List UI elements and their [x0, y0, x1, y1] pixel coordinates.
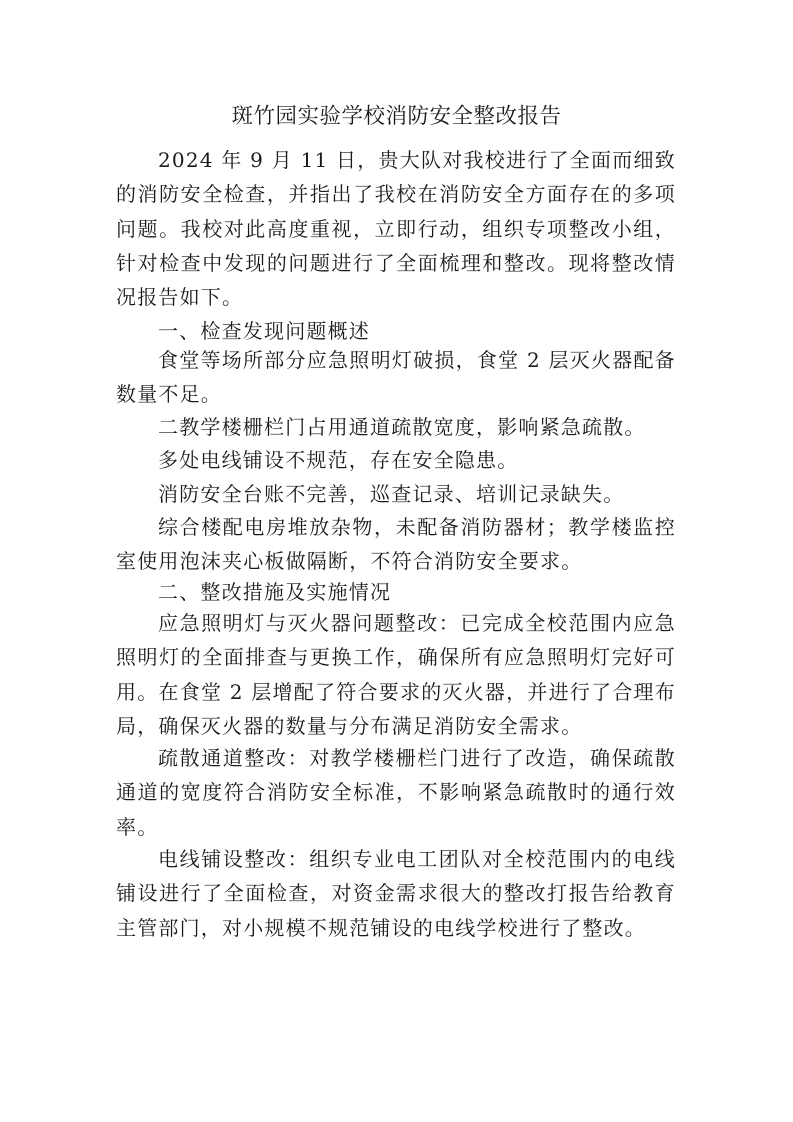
- section1-item: 食堂等场所部分应急照明灯破损，食堂 2 层灭火器配备数量不足。: [116, 348, 676, 407]
- document-title: 斑竹园实验学校消防安全整改报告: [231, 104, 562, 129]
- intro-paragraph: 2024 年 9 月 11 日，贵大队对我校进行了全面而细致的消防安全检查，并指出了我校在消防安全方面存在的多项问题。我校对此高度重视，立即行动，组织专项整改小组，针对检查中发现的问题进行了全面梳理和整改。现将整改情况报告如下。: [116, 148, 676, 310]
- section1-item: 二教学楼栅栏门占用通道疏散宽度，影响紧急疏散。: [158, 415, 646, 439]
- section1-item: 多处电线铺设不规范，存在安全隐患。: [158, 448, 519, 472]
- section1-heading: 一、检查发现问题概述: [158, 319, 370, 343]
- section2-item: 疏散通道整改：对教学楼栅栏门进行了改造，确保疏散通道的宽度符合消防安全标准，不影响紧急疏散时的通行效率。: [116, 746, 676, 839]
- section2-item: 电线铺设整改：组织专业电工团队对全校范围内的电线铺设进行了全面检查，对资金需求很大的整改打报告给教育主管部门，对小规模不规范铺设的电线学校进行了整改。: [116, 847, 676, 940]
- section1-item: 消防安全台账不完善，巡查记录、培训记录缺失。: [158, 482, 625, 506]
- section2-heading: 二、整改措施及实施情况: [158, 580, 392, 604]
- section2-item: 应急照明灯与灭火器问题整改：已完成全校范围内应急照明灯的全面排查与更换工作，确保所有应急照明灯完好可用。在食堂 2 层增配了符合要求的灭火器，并进行了合理布局，确保灭火器的数量与分布满足消防安全需求。: [116, 611, 676, 738]
- section1-item: 综合楼配电房堆放杂物，未配备消防器材；教学楼监控室使用泡沫夹心板做隔断，不符合消防安全要求。: [116, 515, 676, 574]
